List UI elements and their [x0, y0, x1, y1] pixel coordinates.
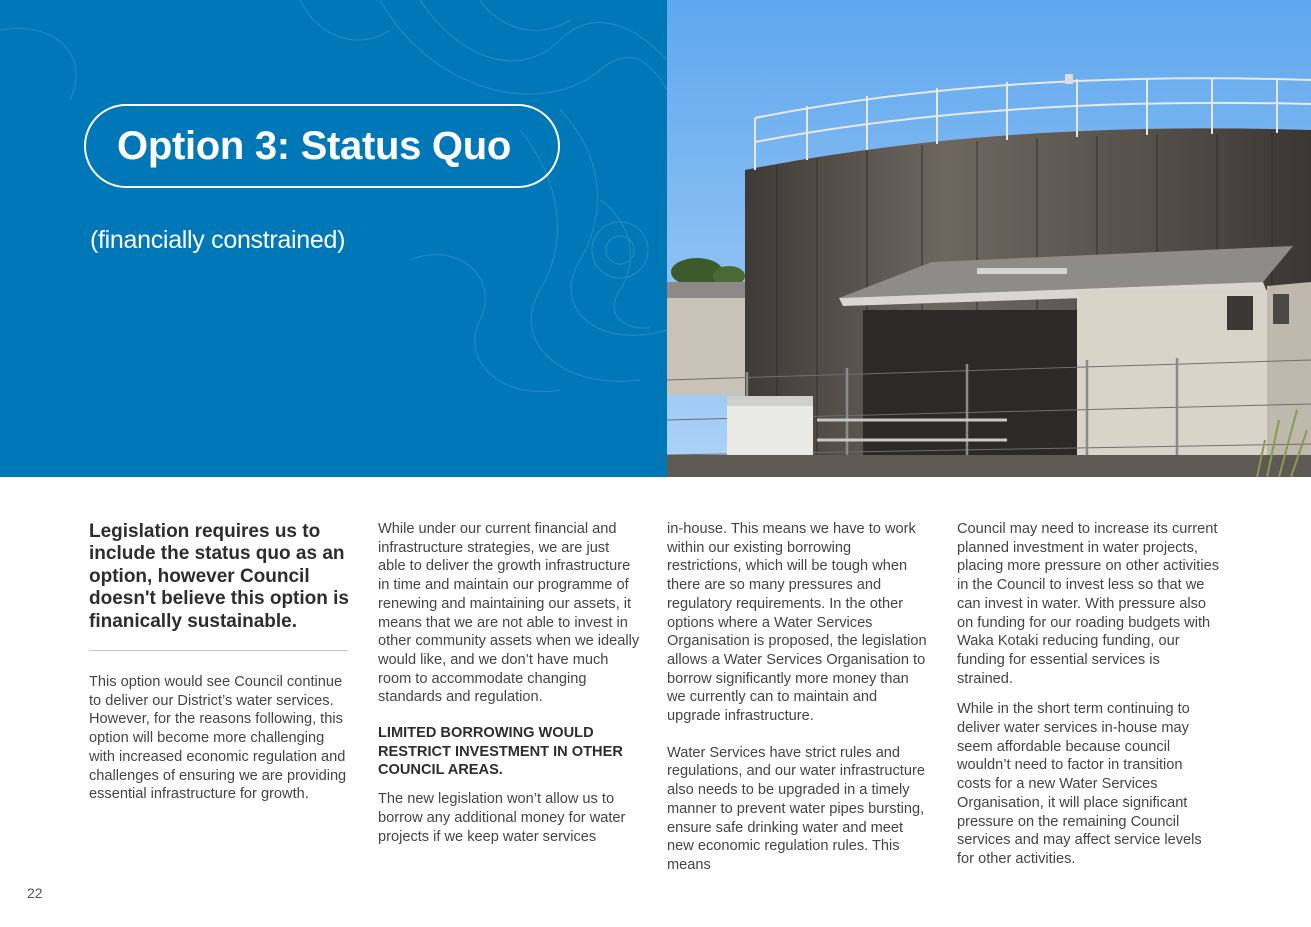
- page-title: Option 3: Status Quo: [117, 123, 511, 168]
- column-3: [667, 520, 929, 883]
- column-2: [378, 520, 640, 854]
- title-pill: [84, 104, 560, 188]
- reservoir-photo: [667, 0, 1311, 477]
- divider: [89, 650, 348, 651]
- page-number: 22: [27, 885, 43, 901]
- intro-paragraph: This option would see Council continue to deliver our District’s water services. However, for the reasons following, this option will become more challenging with increased economic regulation and challenges of ensuring we are providing essential infrastructure for growth.: [89, 674, 347, 803]
- investment-paragraph: Council may need to increase its current planned investment in water projects, placing more pressure on other activities in the Council to invest less so that we can invest in water. With pressure also on funding for our roading budgets with Waka Kotaki reducing funding, our funding for essential services is strained.: [957, 521, 1220, 687]
- page-subtitle: (financially constrained): [90, 226, 346, 254]
- water-reservoir-tank-icon: [667, 0, 1311, 477]
- borrowing-paragraph: The new legislation won’t allow us to borrow any additional money for water projects if we keep water services: [378, 791, 626, 845]
- column-1: [89, 520, 351, 812]
- regulation-paragraph: Water Services have strict rules and regulations, and our water infrastructure also needs to be upgraded in a timely manner to prevent water pipes bursting, ensure safe drinking water and meet new economic regulation rules. This means: [667, 744, 925, 873]
- hero-banner: [0, 0, 667, 477]
- section-heading: LIMITED BORROWING WOULD RESTRICT INVESTMENT IN OTHER COUNCIL AREAS.: [378, 725, 623, 779]
- strategy-paragraph: While under our current financial and infrastructure strategies, we are just able to deliver the growth infrastructure in time and maintain our programme of renewing and maintaining our assets, it means that we are not able to invest in other community assets when we ideally would like, and we don’t have much room to accommodate changing standards and regulation.: [378, 521, 640, 706]
- short-term-paragraph: While in the short term continuing to deliver water services in-house may seem affordable because council wouldn’t need to factor in transition costs for a new Water Services Organisation, it will place significant pressure on the remaining Council services and may affect service levels for other activities.: [957, 701, 1202, 867]
- inhouse-paragraph: in-house. This means we have to work within our existing borrowing restrictions, which will be tough when there are so many pressures and regulatory requirements. In the other options where a Water Services Organisation is proposed, the legislation allows a Water Services Organisation to borrow significantly more money than we currently can to maintain and upgrade infrastructure.: [667, 521, 927, 725]
- column-4: [957, 520, 1219, 877]
- lead-statement: Legislation requires us to include the status quo as an option, however Council doesn't believe this option is finanically sustainable.: [89, 521, 349, 632]
